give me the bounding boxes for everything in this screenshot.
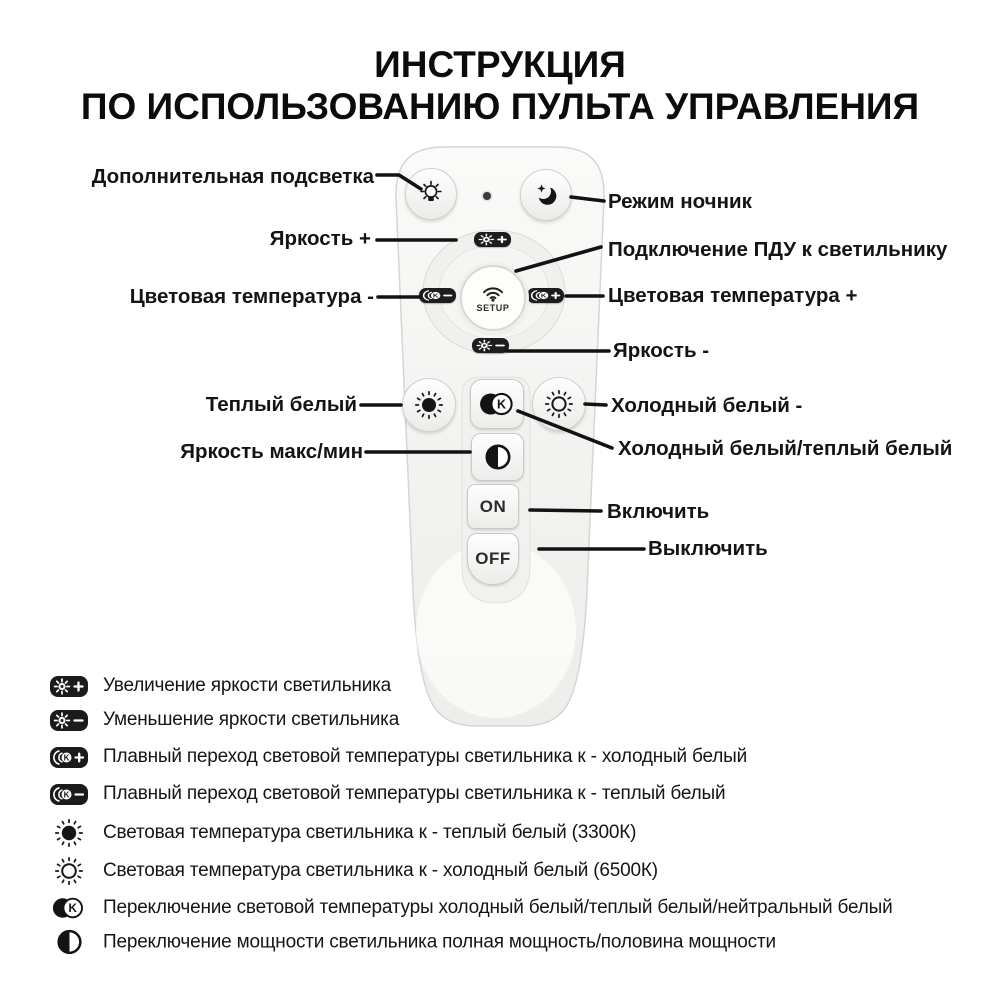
setup-button[interactable]: [460, 265, 526, 331]
legend-text: Световая температура светильника к - холодный белый (6500К): [103, 860, 658, 881]
setup-label: SETUP: [476, 303, 510, 313]
legend-item: [46, 746, 747, 768]
legend-item: [46, 817, 636, 849]
legend-item: [46, 855, 658, 887]
label-on: Включить: [607, 500, 710, 523]
off-button[interactable]: [467, 533, 519, 585]
color-temp-plus-button[interactable]: [527, 288, 564, 303]
power-half-icon: [483, 442, 513, 472]
cold-white-button[interactable]: [532, 377, 586, 431]
warm-white-button[interactable]: [402, 378, 456, 432]
color-temp-minus-icon: [50, 784, 88, 805]
legend-item: [46, 675, 391, 697]
led-indicator: [483, 192, 491, 200]
legend-text: Плавный переход световой температуры светильника к - теплый белый: [103, 783, 726, 804]
svg-text:K: K: [63, 752, 70, 762]
legend-text: Увеличение яркости светильника: [103, 675, 391, 696]
backlight-button[interactable]: [405, 168, 457, 220]
svg-text:K: K: [68, 902, 77, 916]
label-white-toggle: Холодный белый/теплый белый: [618, 437, 953, 460]
color-temp-plus-icon: [50, 747, 88, 768]
k-toggle-icon: [478, 389, 517, 419]
title-line-2: ПО ИСПОЛЬЗОВАНИЮ ПУЛЬТА УПРАВЛЕНИЯ: [80, 86, 920, 127]
label-setup: Подключение ПДУ к светильнику: [608, 238, 948, 261]
brightness-plus-icon: [50, 676, 88, 697]
svg-text:K: K: [63, 789, 70, 799]
label-color-temp-plus: Цветовая температура +: [608, 284, 858, 307]
brightness-minus-icon: [473, 338, 509, 353]
off-label: OFF: [475, 549, 511, 568]
title-line-1: ИНСТРУКЦИЯ: [374, 44, 626, 85]
color-temp-plus-icon: [528, 288, 564, 303]
wifi-icon: [480, 283, 506, 302]
label-brightness-plus: Яркость +: [269, 227, 371, 250]
brightness-minus-button[interactable]: [472, 338, 509, 353]
legend-item: [46, 928, 776, 957]
svg-text:K: K: [432, 293, 438, 300]
legend-text: Уменьшение яркости светильника: [103, 709, 400, 730]
on-button[interactable]: [467, 484, 519, 529]
label-brightness-minus: Яркость -: [613, 339, 710, 362]
cold-white-sun-icon: [46, 855, 92, 887]
brightness-plus-button[interactable]: [474, 232, 511, 247]
label-brightness-maxmin: Яркость макс/мин: [180, 440, 363, 463]
legend-text: Переключение мощности светильника полная мощность/половина мощности: [103, 931, 776, 952]
svg-text:K: K: [540, 293, 546, 300]
power-half-button[interactable]: [471, 433, 524, 481]
label-off: Выключить: [648, 537, 768, 560]
brightness-plus-icon: [475, 232, 511, 247]
bulb-icon: [416, 179, 446, 209]
warm-white-sun-icon: [46, 817, 92, 849]
color-temp-minus-button[interactable]: [419, 288, 456, 303]
legend-item: [46, 783, 725, 805]
white-toggle-button[interactable]: [470, 379, 524, 429]
svg-text:K: K: [496, 397, 506, 412]
legend-item: [46, 709, 399, 731]
warm-white-sun-icon: [413, 389, 445, 421]
legend-item: [46, 894, 893, 922]
k-toggle-icon: [46, 894, 92, 922]
label-night-mode: Режим ночник: [608, 190, 752, 213]
moon-icon: [531, 180, 561, 210]
night-mode-button[interactable]: [520, 169, 572, 221]
label-backlight: Дополнительная подсветка: [91, 165, 374, 188]
label-cold-white: Холодный белый -: [611, 394, 803, 417]
legend-text: Переключение световой температуры холодный белый/теплый белый/нейтральный белый: [103, 897, 893, 918]
power-half-icon: [46, 928, 92, 957]
label-color-temp-minus: Цветовая температура -: [129, 285, 374, 308]
legend-text: Плавный переход световой температуры светильника к - холодный белый: [103, 746, 747, 767]
legend-text: Световая температура светильника к - теплый белый (3300К): [103, 822, 637, 843]
cold-white-sun-icon: [543, 388, 575, 420]
brightness-minus-icon: [50, 710, 88, 731]
color-temp-minus-icon: [420, 288, 456, 303]
on-label: ON: [479, 496, 507, 516]
label-warm-white: Теплый белый: [205, 393, 357, 416]
